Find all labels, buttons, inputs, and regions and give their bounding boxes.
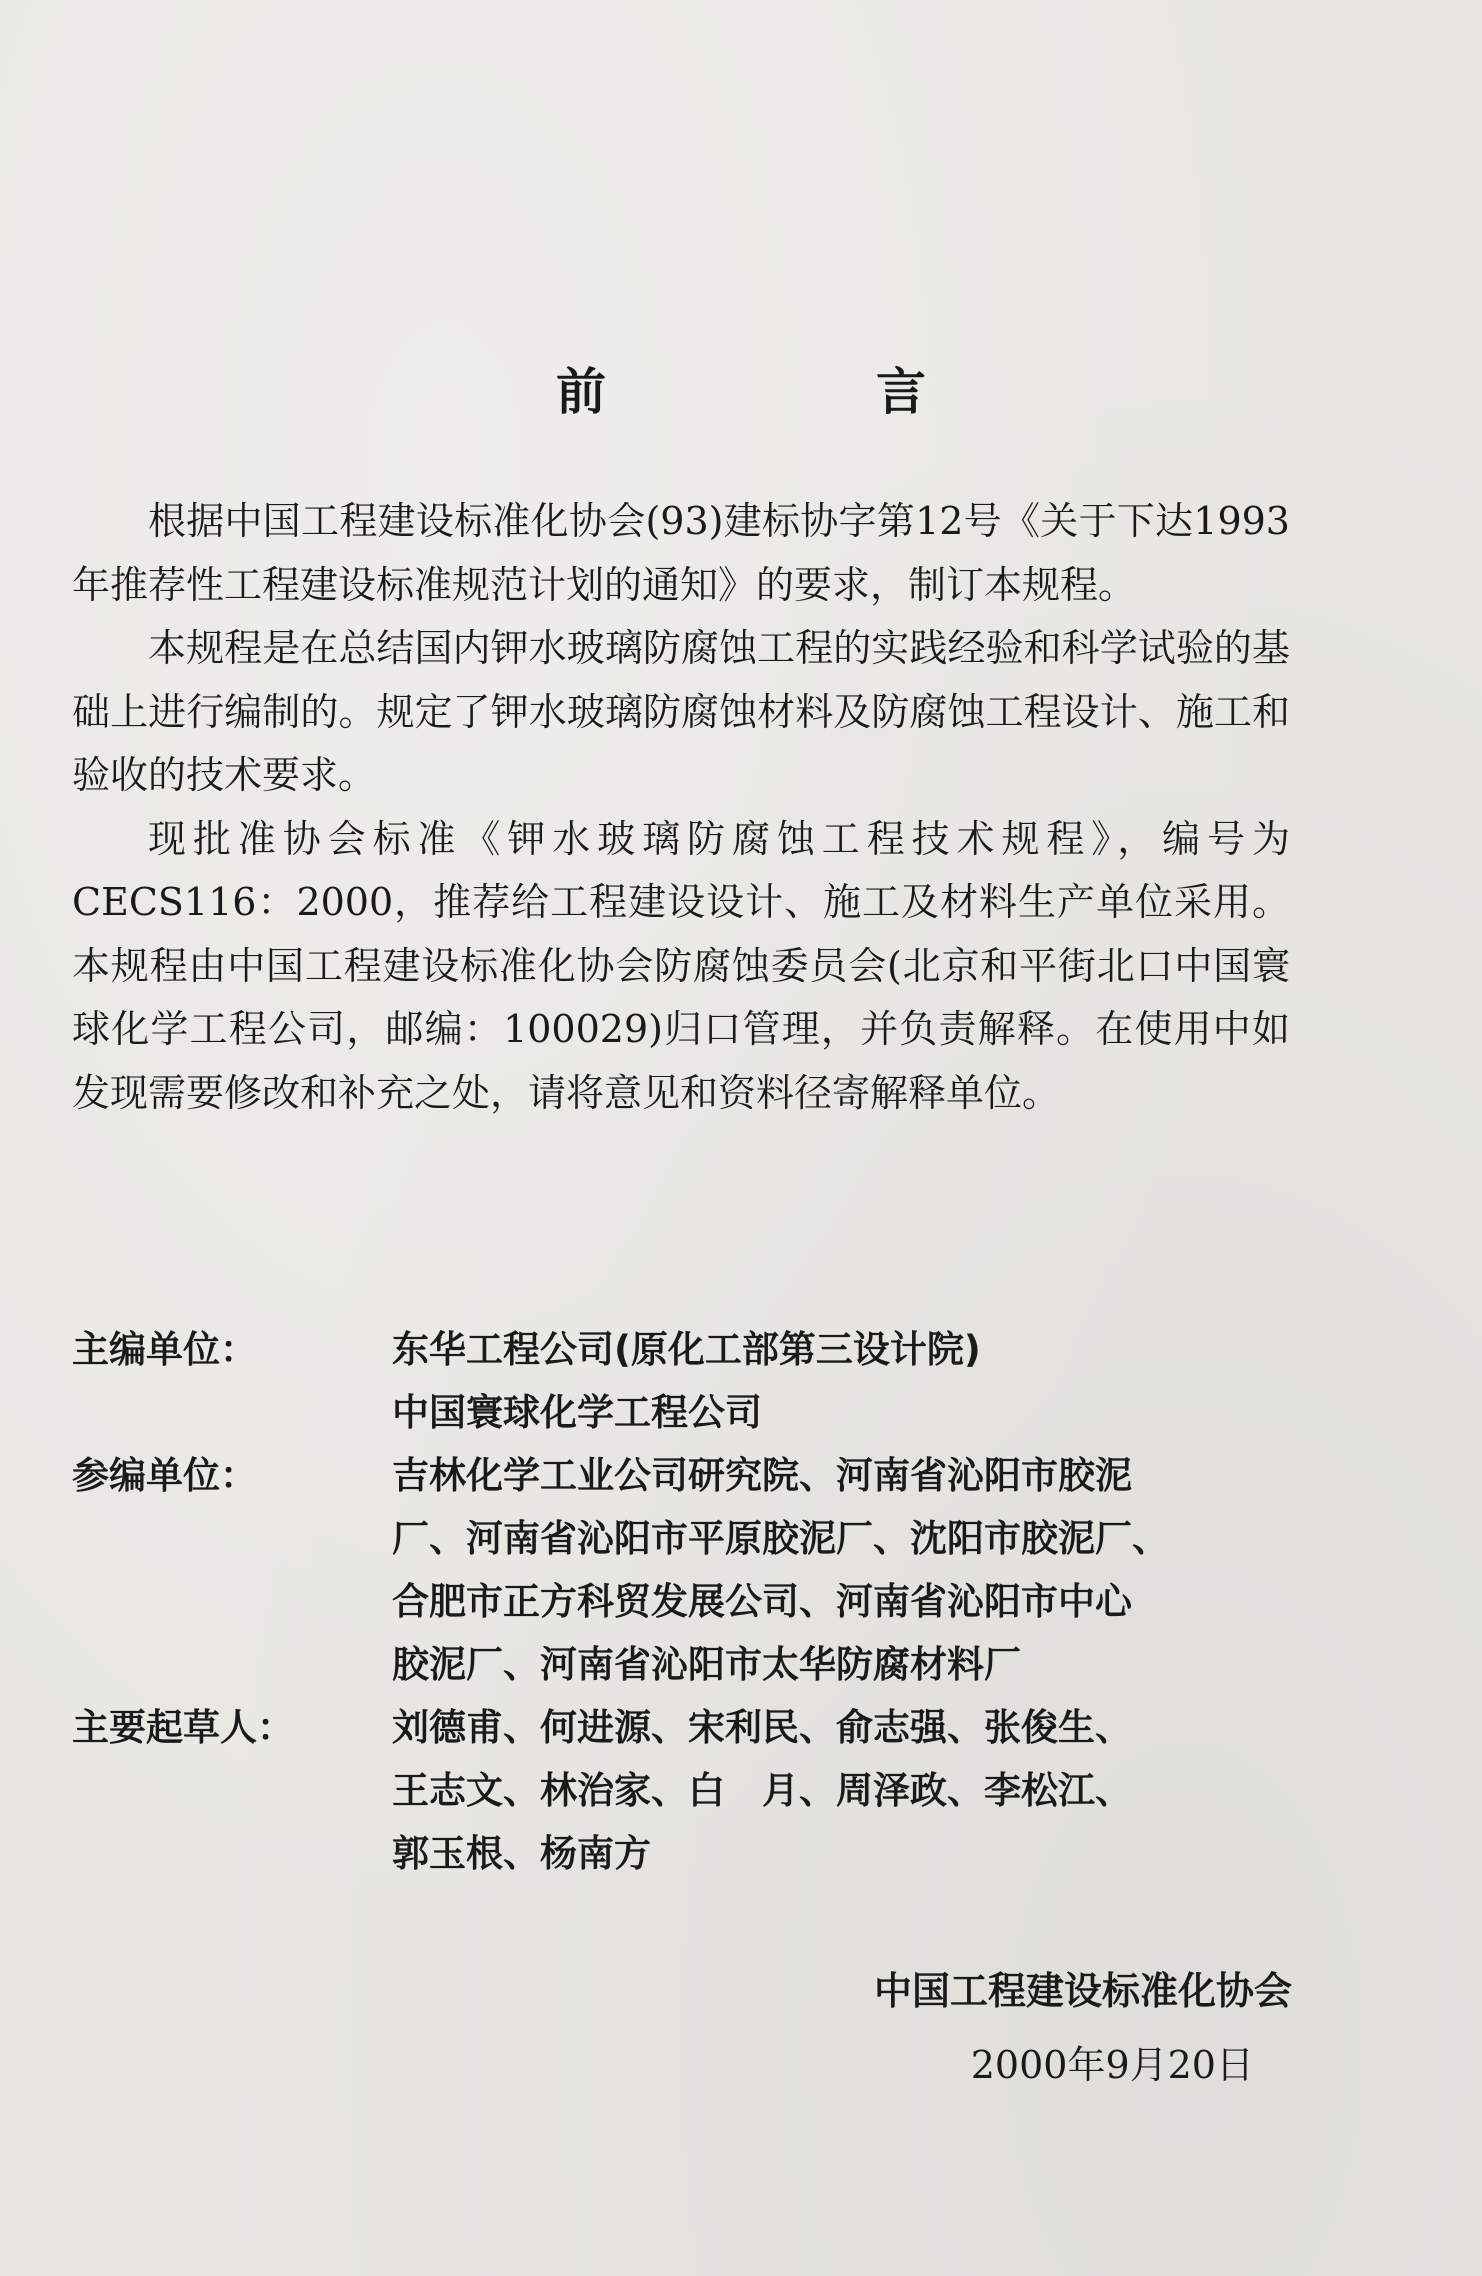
drafters-line: 王志文、林治家、白 月、周泽政、李松江、 xyxy=(392,1769,1132,1812)
paragraph-1: 根据中国工程建设标准化协会(93)建标协字第12号《关于下达1993年推荐性工程建设标准规范计划的通知》的要求，制订本规程。 xyxy=(72,499,1290,607)
credits-block xyxy=(72,1318,1302,1885)
paragraph-3: 现批准协会标准《钾水玻璃防腐蚀工程技术规程》，编号为CECS116：2000，推荐给工程建设设计、施工及材料生产单位采用。本规程由中国工程建设标准化协会防腐蚀委员会(北京和平街北口中国寰球化学工程公司，邮编：100029)归口管理，并负责解释。在使用中如发现需要修改和补充之处，请将意见和资料径寄解释单位。 xyxy=(72,816,1290,1115)
signature-date: 2000年9月20日 xyxy=(970,2043,1254,2087)
drafters-line: 郭玉根、杨南方 xyxy=(392,1832,651,1875)
participating-unit-line: 吉林化学工业公司研究院、河南省沁阳市胶泥 xyxy=(392,1454,1132,1497)
participating-unit-values xyxy=(392,1444,1302,1696)
page-title: 前 言 xyxy=(556,363,1036,421)
drafters-values xyxy=(392,1696,1302,1885)
paragraph-2: 本规程是在总结国内钾水玻璃防腐蚀工程的实践经验和科学试验的基础上进行编制的。规定了钾水玻璃防腐蚀材料及防腐蚀工程设计、施工和验收的技术要求。 xyxy=(72,626,1290,797)
chief-unit-line: 东华工程公司(原化工部第三设计院) xyxy=(392,1328,981,1371)
participating-unit-line: 合肥市正方科贸发展公司、河南省沁阳市中心 xyxy=(392,1580,1132,1623)
chief-unit-label: 主编单位： xyxy=(72,1328,257,1371)
drafters-label: 主要起草人： xyxy=(72,1706,294,1749)
drafters-row xyxy=(72,1696,1302,1885)
signature-block xyxy=(874,1958,1292,2098)
signature-organization: 中国工程建设标准化协会 xyxy=(873,1969,1292,2013)
preface-body xyxy=(72,490,1290,1125)
participating-unit-line: 胶泥厂、河南省沁阳市太华防腐材料厂 xyxy=(392,1643,1021,1686)
drafters-line: 刘德甫、何进源、宋利民、俞志强、张俊生、 xyxy=(392,1706,1132,1749)
participating-unit-row xyxy=(72,1444,1302,1696)
chief-unit-values xyxy=(392,1318,1302,1444)
participating-unit-label: 参编单位： xyxy=(72,1454,257,1497)
chief-unit-row xyxy=(72,1318,1302,1444)
participating-unit-line: 厂、河南省沁阳市平原胶泥厂、沈阳市胶泥厂、 xyxy=(392,1517,1169,1560)
chief-unit-line: 中国寰球化学工程公司 xyxy=(392,1391,762,1434)
